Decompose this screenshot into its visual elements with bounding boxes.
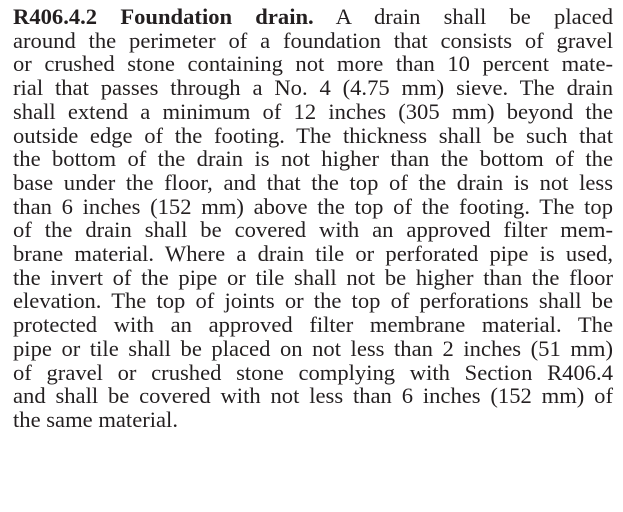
section-text-line: or crushed stone containing not more than 10 percent mate- [13,51,613,77]
section-heading [13,4,314,29]
section-number: R406.4.2 [13,4,98,29]
section-text-line: protected with an approved filter membrane material. The [13,312,613,338]
section-text-line: elevation. The top of joints or the top of perforations shall be [13,288,613,314]
section-text-line: outside edge of the footing. The thickness shall be such that [13,122,613,148]
section-line [13,5,613,29]
section-title: Foundation drain. [120,4,314,29]
section-text-line: base under the floor, and that the top of the drain is not less [13,169,613,195]
section-text-line: A drain shall be placed [335,4,613,29]
section-text-line: of the drain shall be covered with an approved filter mem- [13,217,613,243]
section-text-line: rial that passes through a No. 4 (4.75 mm) sieve. The drain [13,75,613,101]
section-text-line: brane material. Where a drain tile or perforated pipe is used, [13,241,613,267]
section-text-line: shall extend a minimum of 12 inches (305 mm) beyond the [13,98,613,124]
section-text-line: of gravel or crushed stone complying with Section R406.4 [13,359,613,385]
section-text-line: the bottom of the drain is not higher than the bottom of the [13,146,613,172]
section-text-line: pipe or tile shall be placed on not less than 2 inches (51 mm) [13,335,613,361]
section-text-line: than 6 inches (152 mm) above the top of the footing. The top [13,193,613,219]
section-text-line: the invert of the pipe or tile shall not be higher than the floor [13,264,613,290]
section-text-line: and shall be covered with not less than 6 inches (152 mm) of [13,383,613,409]
document-page [13,5,613,432]
code-section-r406-4-2 [13,5,613,432]
section-text-line: around the perimeter of a foundation that consists of gravel [13,27,613,53]
section-text-line: the same material. [13,406,178,432]
